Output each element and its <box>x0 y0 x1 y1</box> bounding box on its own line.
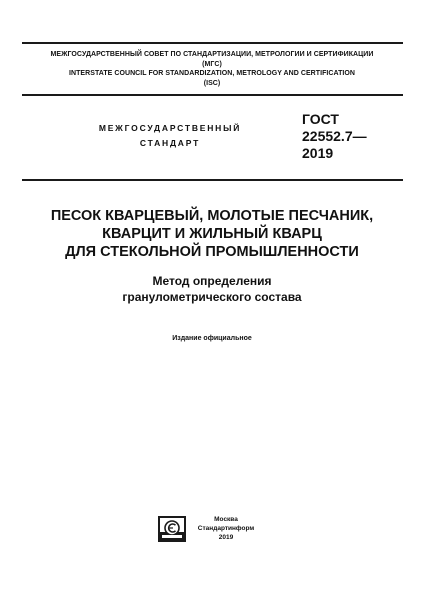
standard-type <box>80 121 260 151</box>
title-line3: ДЛЯ СТЕКОЛЬНОЙ ПРОМЫШЛЕННОСТИ <box>65 244 359 260</box>
gost-year: 2019 <box>302 145 334 161</box>
gost-label: ГОСТ <box>302 111 339 127</box>
edition-note: Издание официальное <box>172 335 252 342</box>
council-name-ru: МЕЖГОСУДАРСТВЕННЫЙ СОВЕТ ПО СТАНДАРТИЗАЦИИ, МЕТРОЛОГИИ И СЕРТИФИКАЦИИ <box>50 51 374 58</box>
standartinform-logo-icon <box>158 516 186 542</box>
standard-type-line1: МЕЖГОСУДАРСТВЕННЫЙ <box>98 123 242 133</box>
publisher-info <box>196 515 256 542</box>
council-abbr-en: (ISC) <box>203 79 221 87</box>
top-rule <box>22 42 403 44</box>
council-name-en: INTERSTATE COUNCIL FOR STANDARDIZATION, METROLOGY AND CERTIFICATION <box>68 70 356 77</box>
standard-type-line2: СТАНДАРТ <box>139 138 201 148</box>
gost-code: 22552.7— <box>302 128 367 144</box>
publisher-city: Москва <box>214 516 238 523</box>
title-line2: КВАРЦИТ И ЖИЛЬНЫЙ КВАРЦ <box>102 226 322 242</box>
publisher-year: 2019 <box>218 534 234 541</box>
publisher-name: Стандартинформ <box>197 525 255 532</box>
council-header <box>36 50 388 88</box>
gost-number <box>302 111 412 162</box>
title-line1: ПЕСОК КВАРЦЕВЫЙ, МОЛОТЫЕ ПЕСЧАНИК, <box>50 208 374 224</box>
council-abbr-ru: (МГС) <box>202 60 222 68</box>
subtitle-line1: Метод определения <box>152 274 272 288</box>
subtitle-line2: гранулометрического состава <box>122 290 302 304</box>
gost-bottom-rule <box>22 179 403 181</box>
document-subtitle <box>20 273 404 305</box>
document-title <box>20 207 404 261</box>
council-bottom-rule <box>22 94 403 96</box>
